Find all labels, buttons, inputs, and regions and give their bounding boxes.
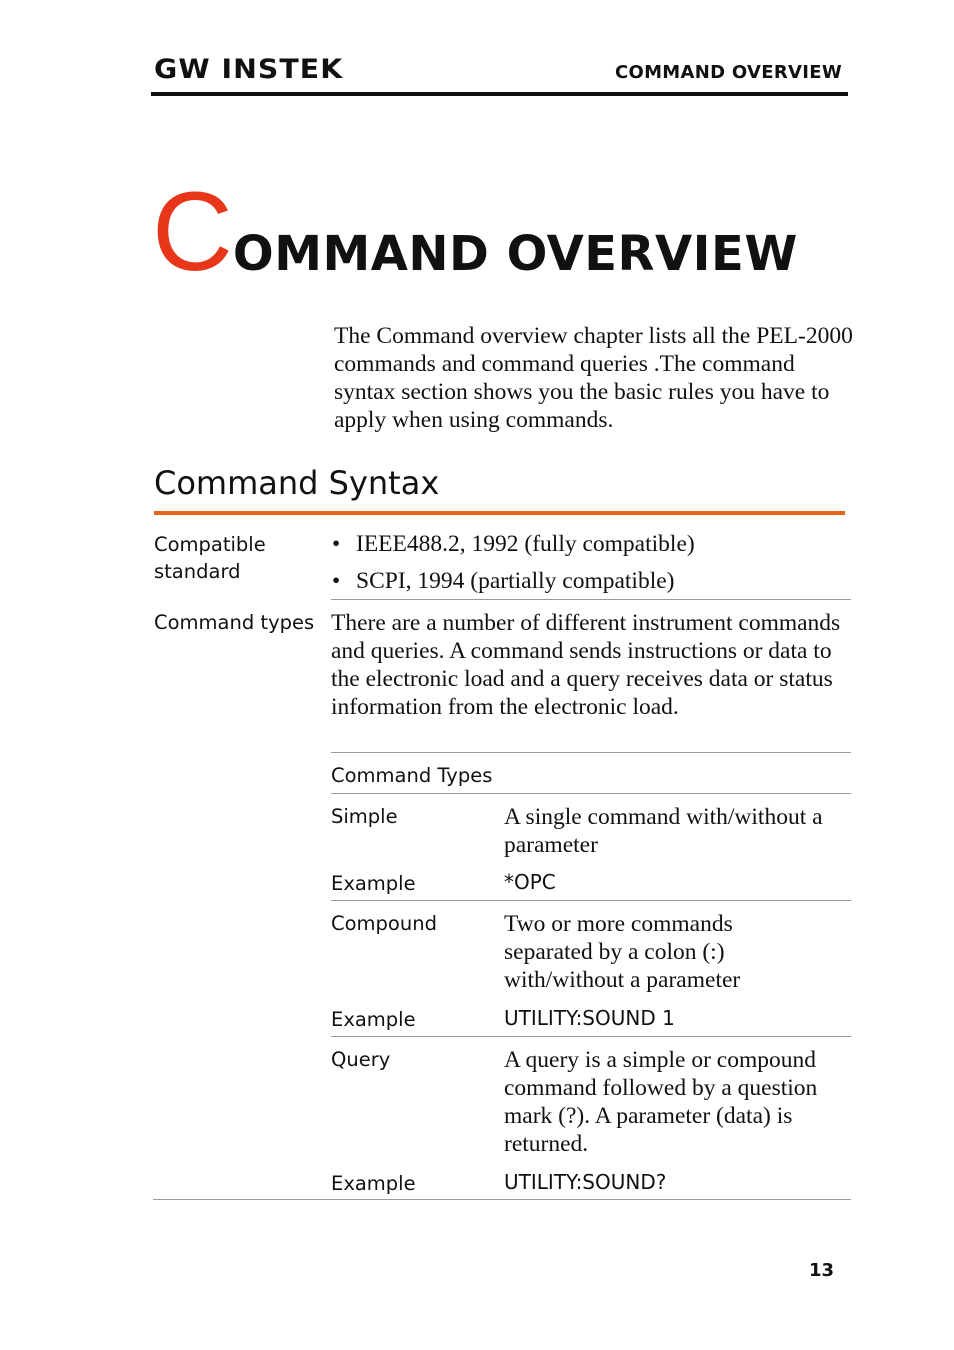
example-command: *OPC [504, 870, 556, 894]
type-name: Simple [331, 805, 398, 828]
command-types-label: Command types [154, 611, 315, 634]
row-divider [331, 793, 851, 794]
page-number: 13 [808, 1260, 834, 1281]
running-header: COMMAND OVERVIEW [614, 62, 842, 83]
compatible-item: • SCPI, 1994 (partially compatible) [356, 567, 675, 595]
chapter-intro: The Command overview chapter lists all the PEL-2000 commands and command queries .The command syntax section shows you the basic rules you have to apply when using commands. [334, 323, 853, 433]
compatible-label-line1: Compatible [154, 533, 266, 556]
chapter-initial: C [152, 169, 233, 294]
type-name: Query [331, 1048, 391, 1071]
type-description: A query is a simple or compound command followed by a question mark (?). A parameter (data) is returned. [504, 1047, 818, 1157]
type-description: A single command with/without a parameter [504, 804, 823, 858]
row-divider [331, 599, 851, 600]
row-divider [331, 752, 851, 753]
command-types-description: There are a number of different instrument commands and queries. A command sends instructions or data to the electronic load and a query receives data or status information from the electronic load. [331, 610, 841, 720]
compatible-label-line2: standard [154, 560, 241, 583]
header-rule [151, 92, 848, 96]
type-description: Two or more commands separated by a colon (:) with/without a parameter [504, 911, 741, 993]
type-name: Compound [331, 912, 437, 935]
brand-logo: GW INSTEK [154, 54, 344, 85]
chapter-title [152, 169, 798, 294]
chapter-title-rest: OMMAND OVERVIEW [232, 226, 798, 282]
compatible-item: • IEEE488.2, 1992 (fully compatible) [356, 530, 695, 558]
row-divider [331, 1036, 851, 1037]
table-bottom-rule [153, 1199, 851, 1200]
example-label: Example [331, 1008, 416, 1031]
example-command: UTILITY:SOUND 1 [504, 1006, 675, 1030]
compatible-label [154, 531, 266, 585]
example-label: Example [331, 1172, 416, 1195]
row-divider [331, 900, 851, 901]
example-label: Example [331, 872, 416, 895]
section-title: Command Syntax [154, 464, 440, 502]
example-command: UTILITY:SOUND? [504, 1170, 667, 1194]
section-rule [154, 511, 845, 515]
command-types-subheading: Command Types [331, 764, 493, 787]
